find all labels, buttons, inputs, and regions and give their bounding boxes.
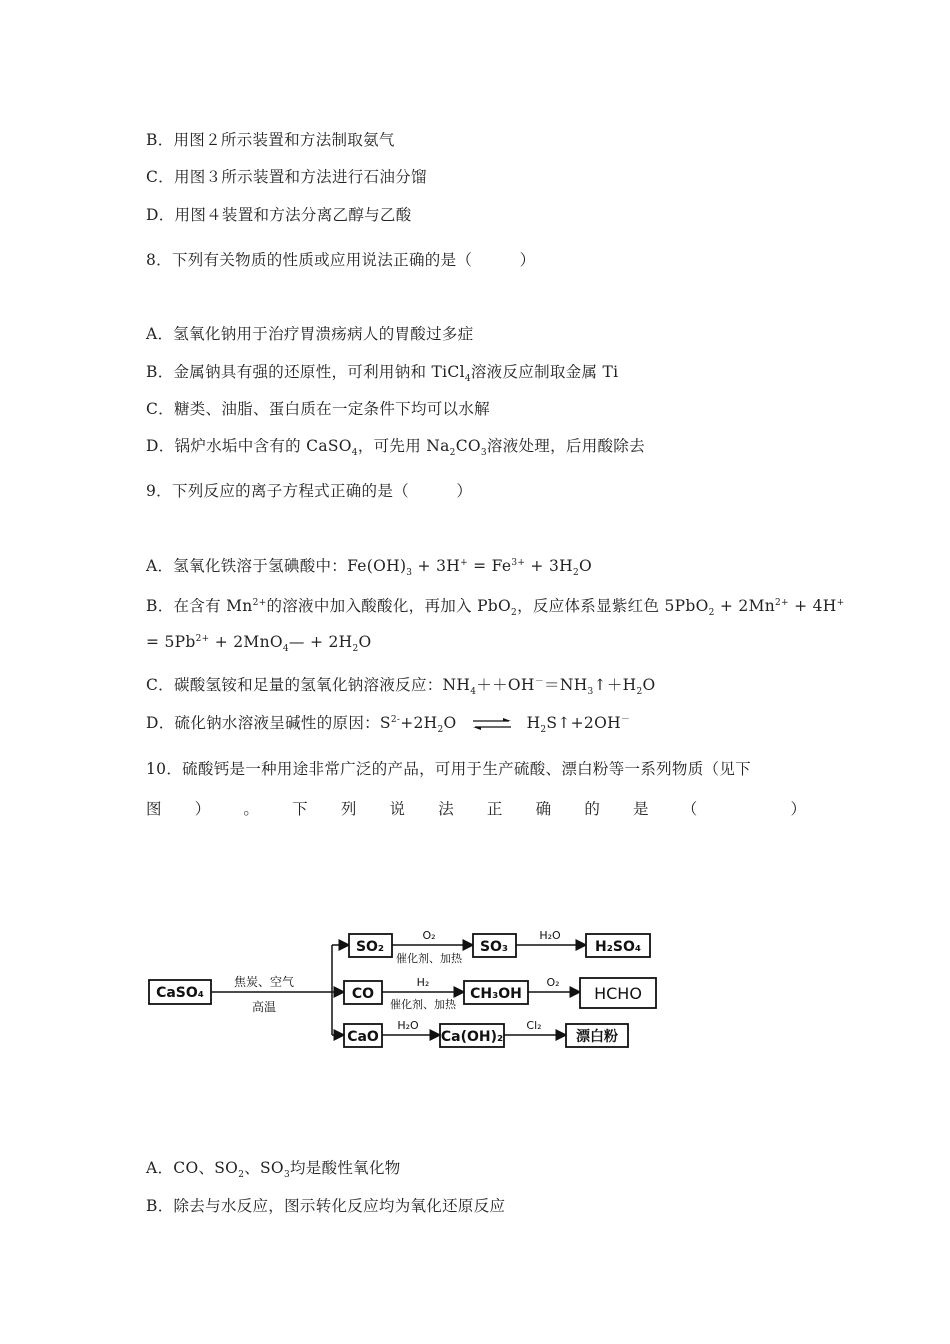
condition-catalyst-1: 催化剂、加热 [396,952,462,965]
h2so4-label: H₂SO₄ [595,939,641,955]
so3-label: SO₃ [479,939,509,955]
q8-option-a: A．氢氧化钠用于治疗胃溃疡病人的胃酸过多症 [146,325,474,343]
q10-option-a: A．CO、$SO_2$、$SO_3$均是酸性氧化物 [146,1159,401,1181]
q10-option-b: B．除去与水反应，图示转化反应均为氧化还原反应 [146,1197,506,1215]
reagent-o2-2: O₂ [546,976,560,989]
q9-option-b: B．在含有 $Mn^{2+}$的溶液中加入酸酸化，再加入 PbO$_2$，反应体系显紫红色 $5PbO_2 + 2Mn^{2+} + 4H^+$ [146,597,845,619]
equilibrium-arrow-icon [471,717,513,731]
condition-high-temp: 高温 [251,1000,277,1014]
co-label: CO [351,986,375,1002]
q10-stem: 10．硫酸钙是一种用途非常广泛的产品，可用于生产硫酸、漂白粉等一系列物质（见下 [146,760,751,778]
q8-stem: 8．下列有关物质的性质或应用说法正确的是（ ） [146,251,536,269]
q7-option-d: D．用图４装置和方法分离乙醇与乙酸 [146,206,412,224]
q9-option-a: A．氢氧化铁溶于氢碘酸中：$Fe(OH)_3 + 3H^+ = Fe^{3+} + 3H_2O$ [146,557,592,579]
cao-label: CaO [347,1029,379,1045]
q8-option-c: C．糖类、油脂、蛋白质在一定条件下均可以水解 [146,400,490,418]
q9-option-b-line2: = $5Pb^{2+}$ + 2MnO$_4$— + $2H_2O$ [146,633,372,655]
reagent-h2o-1: H₂O [539,929,561,942]
reaction-flow-diagram [146,925,666,1060]
q7-option-c: C．用图３所示装置和方法进行石油分馏 [146,168,427,186]
q9-stem: 9．下列反应的离子方程式正确的是（ ） [146,482,473,500]
reagent-h2o-2: H₂O [397,1019,419,1032]
q8-option-d: D．锅炉水垢中含有的 CaSO$_4$，可先用 $Na_2CO_3$溶液处理，后用酸除去 [146,437,645,459]
caoh2-label: Ca(OH)₂ [440,1029,504,1045]
q9-option-c: C．碳酸氢铵和足量的氢氧化钠溶液反应：$NH_4++OH^-=NH_3↑+H_2O$ [146,676,656,698]
so2-label: SO₂ [355,939,385,955]
q8-option-b: B．金属钠具有强的还原性，可利用钠和 TiCl$_4$溶液反应制取金属 Ti [146,363,619,385]
reagent-cl2: Cl₂ [526,1019,542,1032]
condition-catalyst-2: 催化剂、加热 [390,998,456,1011]
bleach-label: 漂白粉 [576,1029,618,1045]
condition-coke-air: 焦炭、空气 [233,975,295,989]
reagent-h2: H₂ [416,976,430,989]
caso4-label: CaSO₄ [156,985,204,1001]
hcho-label: HCHO [594,984,642,1003]
q9-option-d: D．硫化钠水溶液呈碱性的原因：$S^{2-}+2H_2O$ $H_2S↑+2OH^-$ [146,714,631,736]
ch3oh-label: CH₃OH [470,986,522,1002]
q10-stem-line2: 图 ） 。 下 列 说 法 正 确 的 是 （ ） [146,800,806,818]
reagent-o2-1: O₂ [422,929,436,942]
q7-option-b: B．用图２所示装置和方法制取氨气 [146,131,395,149]
